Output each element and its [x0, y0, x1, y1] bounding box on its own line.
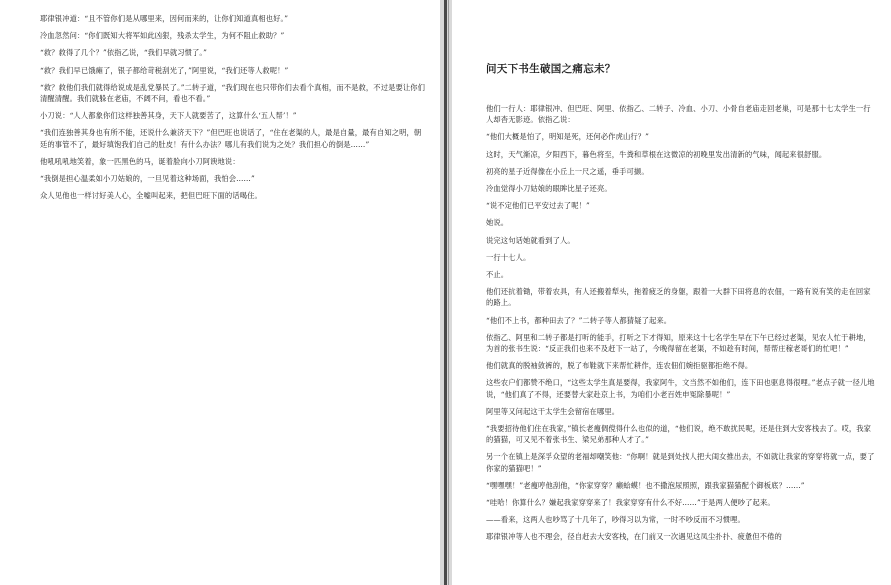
paragraph: “他们大概是怕了，明知是死，还何必作虎山行？” — [486, 132, 649, 142]
paragraph: “嘿嘿嘿！”老瘦哼他刮他，“你家穿穿？癞蛤蟆！也不撒泡尿照照，跟我家猫猫配个御板底？……” — [486, 480, 805, 490]
paragraph: 说完这句话她就看到了人。 — [486, 235, 575, 245]
paragraph: 耶律银冲等人也不理会，径自赶去大安客栈，在门前又一次遇见这凤尘扑扑、疲惫但不倦的 — [486, 532, 782, 542]
paragraph: “我们连独善其身也有所不能，还说什么兼济天下？”但巴旺也说话了，“住在老渠的人，最是自量，最有自知之明，朝廷的事管不了，最好填饱我们自己的肚皮！有什么办法？哪儿有我们说为之处？我们担心的倒是……” — [40, 128, 422, 149]
paragraph: 他们还抗着锄，带着农具，有人还搬着犁头，拖着疲乏的身躯，跟着一大群下田将息的农佃，一路有说有笑的走在回家的路上。 — [486, 287, 871, 308]
left-page[interactable] — [0, 0, 440, 585]
paragraph: “说不定他们已平安过去了呢！” — [486, 201, 590, 211]
paragraph: ——看来，这两人也吵骂了十几年了，吵得习以为常，一时不吵反而不习惯哩。 — [486, 515, 745, 525]
paragraph: 依指乙、阿里和二转子都是打听的能手，打听之下才得知，原来这十七名学生早在下午已经过老渠，见农人忙于耕地，为首的张书生说：“反正我们也来不及赶下一站了，今晚得留在老渠，不如趁有时间，帮帮庄稼老哥们的忙吧！” — [486, 332, 871, 354]
paragraph: “我要招待他们住在我家，”镇长老瘦倜傥得什么也似的道，“他们说，绝不敢扰民呢，还是住到大安客栈去了。哎，我家的猫猫，可又见不着张书生、梁兄弟那种人才了。” — [486, 424, 872, 445]
paragraph: 小刀说：“人人都象你们这样独善其身，天下人就要苦了，这算什么‘五人帮’！” — [40, 111, 297, 121]
paragraph: “救？我们早已饿瘫了，银子都给苛税刮光了，”阿里说，“我们还等人救呢！” — [40, 65, 289, 75]
right-page[interactable] — [452, 0, 891, 585]
paragraph: 众人见他也一样讨好美人心，全嘘叫起来，把但巴旺下面的话喝住。 — [40, 191, 262, 201]
paragraph: 这些农户们都赞不绝口，“这些太学生真是要得，我家阿牛，文当然不如他们，连下田也驱息得很哩。”老点子就一径儿地说，“他们真了不得，还要替大家赴京上书，为咱们小老百姓申冤除暴呢！” — [486, 378, 875, 399]
paragraph: 耶律银冲道：“且不管你们是从哪里来，因何而来的，让你们知道真相也好。” — [40, 14, 289, 23]
paragraph: 不止。 — [486, 270, 509, 280]
paragraph: 她说。 — [486, 218, 509, 228]
paragraph: “救？救得了几个？”依指乙说，“我们早就习惯了。” — [40, 48, 208, 58]
chapter-title: 问天下书生破国之痛忘未？ — [486, 63, 616, 75]
paragraph: 冷血觉得小刀姑娘的眼眸比星子还亮。 — [486, 184, 612, 194]
paragraph: “哇哈！你算什么？嫌起我家穿穿来了！我家穿穿有什么不好……”于是两人便吵了起来。 — [486, 498, 775, 508]
paragraph: 阿里等又问起这干太学生会留宿在哪里。 — [486, 406, 620, 416]
page-edge-shadow — [444, 0, 447, 585]
paragraph: 这时，天气渐凉，夕阳西下，暮色将至，牛粪和草根在这微凉的初晚里发出清新的气味，闻起来很舒服。 — [486, 149, 827, 159]
paragraph: “救？救他们我们就得给说成是乱党暴民了。”二转子道，“我们现在也只带你们去看个真相，而不是救，不过是要让你们清醒清醒。我们就躲在老庙，不阔不问，看也不看。” — [40, 82, 426, 104]
paragraph: 初亮的星子近得像在小丘上一尺之遥，垂手可撷。 — [486, 166, 649, 176]
paragraph: 他吼吼吼地笑着，象一匹黑色的马，诞着脸向小刀阿谀地说： — [40, 156, 240, 166]
paragraph: “他们不上书，都种田去了？”二转子等人都猜疑了起来。 — [486, 315, 672, 325]
paragraph: 他们就真的脱袖敛裤的，脱了布鞋就下来帮忙耕作，连农佃们婉拒驱都拒绝不得。 — [486, 361, 753, 371]
paragraph: “我倒是担心温柔如小刀姑娘的，一旦见着这种场面，我怕会……” — [40, 174, 255, 184]
paragraph: 冷血忽然问：“你们既知大将军如此凶狠，残杀太学生，为何不阻止救助？” — [40, 31, 285, 41]
page-edge-line — [448, 0, 449, 585]
page-divider — [440, 0, 452, 585]
paragraph: 另一个在镇上是深孚众望的老福却嘲笑他：“你啊！就是到处找人把大闺女推出去，不如就让我家的穿穿将就一点，要了你家的猫猫吧！” — [486, 452, 875, 473]
paragraph: 他们一行人：耶律银冲、但巴旺、阿里、依指乙、二转子、冷血、小刀、小骨自老庙走回老巢，可是那十七太学生一行人却杳无影迹。依指乙说： — [486, 104, 871, 125]
paragraph: 一行十七人。 — [486, 252, 531, 262]
